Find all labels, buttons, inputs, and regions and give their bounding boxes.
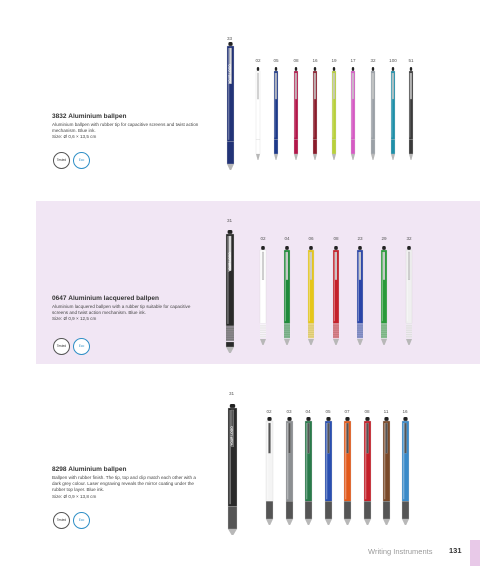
product-title <box>52 466 202 473</box>
product-name: Aluminium ballpen <box>68 466 127 473</box>
color-code-label: 32 <box>406 236 412 241</box>
color-code-label: 17 <box>350 58 356 63</box>
pen-05 <box>322 417 335 530</box>
color-code-label: 08 <box>364 409 370 414</box>
pen-02 <box>253 67 263 165</box>
pen-19 <box>329 67 339 165</box>
color-code-label: 02 <box>255 58 261 63</box>
pen-07 <box>341 417 354 530</box>
color-code-label: 03 <box>286 409 292 414</box>
product-name: Aluminium ballpen <box>68 113 127 120</box>
pen-08 <box>330 246 342 350</box>
color-code-label: 11 <box>383 409 389 414</box>
featured-color-code: 31 <box>229 391 235 396</box>
pen-logo-text: YOUR LOGO <box>230 426 234 446</box>
pen-32 <box>368 67 378 165</box>
product-size: Size: Ø 0,9 × 12,5 cm <box>52 316 97 322</box>
color-code-label: 04 <box>305 409 311 414</box>
product-title <box>52 113 202 120</box>
pen-17 <box>348 67 358 165</box>
badges-0647 <box>53 338 90 355</box>
color-code-label: 23 <box>357 236 363 241</box>
product-code: 0647 <box>52 295 67 302</box>
color-code-label: 29 <box>381 236 387 241</box>
product-description: Ballpen with rubber finish. The tip, top and clip match each other with a dark grey colour. Laser engraving reveals the mirror coating under the rubber top layer. Blue ink. <box>52 475 196 493</box>
footer-category: Writing Instruments <box>368 547 433 556</box>
color-code-label: 04 <box>284 236 290 241</box>
pen-logo-text: YOUR LOGO <box>228 252 232 272</box>
color-code-label: 19 <box>331 58 337 63</box>
pen-11 <box>380 417 393 530</box>
tested-badge: Tested <box>53 512 70 529</box>
eco-badge: Eco <box>73 338 90 355</box>
product-8298 <box>52 466 202 500</box>
product-size: Size: Ø 0,9 × 13,8 cm <box>52 493 97 499</box>
product-3832 <box>52 113 202 141</box>
pen-23 <box>354 246 366 350</box>
tested-badge: Tested <box>53 152 70 169</box>
pen-32 <box>403 246 415 350</box>
pen-06 <box>305 246 317 350</box>
pen-04 <box>281 246 293 350</box>
product-description: Aluminium lacquered ballpen with a rubber tip suitable for capacitive screens and twist action mechanism. Blue ink. <box>52 304 191 316</box>
color-code-label: 05 <box>325 409 331 414</box>
color-code-label: 16 <box>402 409 408 414</box>
pen-05 <box>271 67 281 165</box>
color-code-label: 02 <box>260 236 266 241</box>
color-code-label: 05 <box>273 58 279 63</box>
color-code-label: 08 <box>333 236 339 241</box>
product-code: 3832 <box>52 113 67 120</box>
product-name: Aluminium lacquered ballpen <box>68 295 159 302</box>
product-code: 8298 <box>52 466 67 473</box>
pen-16 <box>399 417 412 530</box>
product-title <box>52 295 202 302</box>
color-code-label: 07 <box>344 409 350 414</box>
color-code-label: 32 <box>370 58 376 63</box>
pen-51 <box>406 67 416 165</box>
pen-04 <box>302 417 315 530</box>
eco-badge: Eco <box>73 152 90 169</box>
color-code-label: 100 <box>389 58 397 63</box>
pen-08 <box>361 417 374 530</box>
color-code-label: 06 <box>308 236 314 241</box>
featured-color-code: 31 <box>227 218 233 223</box>
badges-8298 <box>53 512 90 529</box>
pen-logo-text: YOUR LOGO <box>228 64 232 84</box>
section-tab <box>470 540 480 566</box>
pen-08 <box>291 67 301 165</box>
color-code-label: 51 <box>408 58 414 63</box>
pen-02 <box>257 246 269 350</box>
pen-100 <box>388 67 398 165</box>
badges-3832 <box>53 152 90 169</box>
color-code-label: 08 <box>293 58 299 63</box>
pen-03 <box>283 417 296 530</box>
page-number: 131 <box>449 546 462 555</box>
pen-16 <box>310 67 320 165</box>
product-description: Aluminium ballpen with rubber tip for capacitive screens and twist action mechanism. Blue ink. <box>52 122 199 134</box>
product-size: Size: Ø 0,6 × 13,5 cm <box>52 134 97 140</box>
pen-29 <box>378 246 390 350</box>
color-code-label: 16 <box>312 58 318 63</box>
color-code-label: 02 <box>266 409 272 414</box>
eco-badge: Eco <box>73 512 90 529</box>
product-0647 <box>52 295 202 323</box>
pen-02 <box>263 417 276 530</box>
tested-badge: Tested <box>53 338 70 355</box>
featured-color-code: 33 <box>227 36 233 41</box>
